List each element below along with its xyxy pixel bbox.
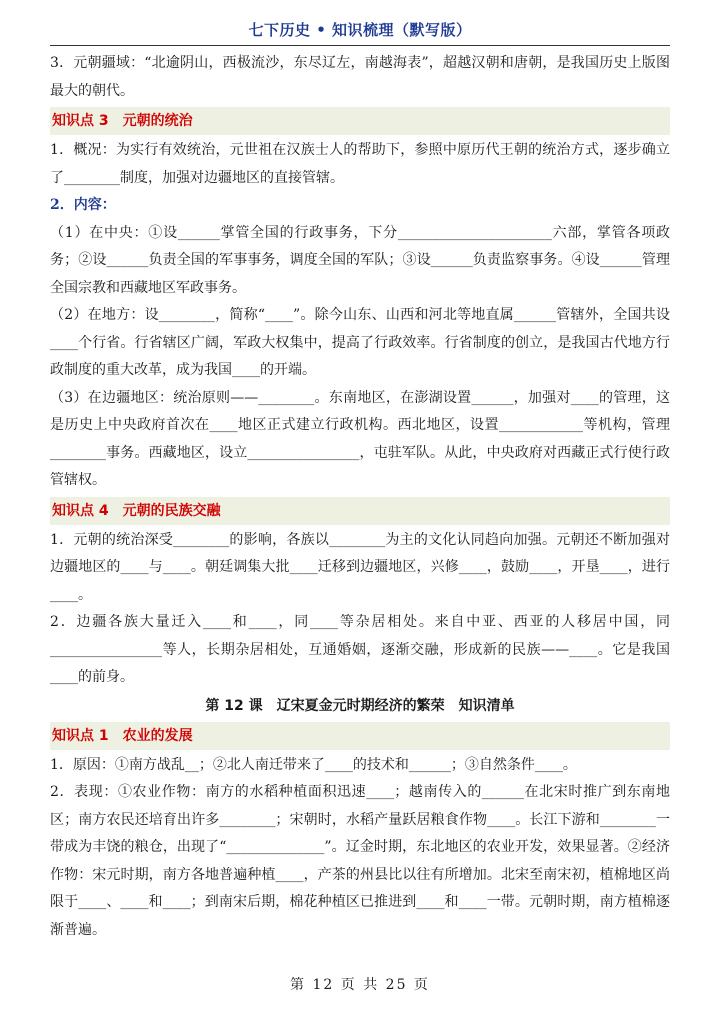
page-content — [50, 50, 670, 944]
section-heading-1: 知识点 1 农业的发展 — [50, 722, 670, 750]
ethnic-paragraph-2: 2．边疆各族大量迁入____和____，同____等杂居相处。来自中亚、西亚的人移居中国，同________________等人，长期杂居相处，互通婚姻，逐渐交融，形成新的民族——____。它是我国____的前身。 — [50, 614, 670, 685]
content-heading: 2．内容： — [50, 197, 116, 213]
ethnic-paragraph-1: 1．元朝的统治深受________的影响，各族以________为主的文化认同趋向加强。元朝还不断加强对边疆地区的____与____。朝廷调集大批____迁移到边疆地区，兴修____，鼓励____，开垦____，进行____。 — [50, 531, 670, 603]
section-heading-3: 知识点 3 元朝的统治 — [50, 107, 670, 135]
section-heading-4: 知识点 4 元朝的民族交融 — [50, 497, 670, 525]
header-title: 七下历史 • 知识梳理（默写版） — [248, 21, 472, 39]
local-paragraph: （2）在地方：设________，简称“____”。除今山东、山西和河北等地直属______管辖外，全国共设____个行省。行省辖区广阔，军政大权集中，提高了行政效率。行省制度的创立，是我国古代地方行政制度的重大改革，成为我国____的开端。 — [50, 307, 670, 378]
frontier-paragraph: （3）在边疆地区：统治原则——________。东南地区，在澎湖设置______，加强对____的管理，这是历史上中央政府首次在____地区正式建立行政机构。西北地区，设置____________等机构，管理________事务。西藏地区，设立________________，屯驻军队。从此，中央政府对西藏正式行使行政管辖权。 — [50, 389, 670, 488]
lesson-title: 第 12 课 辽宋夏金元时期经济的繁荣 知识清单 — [205, 697, 515, 714]
agri-performance-paragraph: 2．表现：①农业作物：南方的水稻种植面积迅速____；越南传入的______在北宋时推广到东南地区；南方农民还培育出许多________；宋朝时，水稻产量跃居粮食作物____。长江下游和________一带成为丰饶的粮仓，出现了“______________”。辽金时期，东北地区的农业开发，效果显著。②经济作物：宋元时期，南方各地普遍种植____，产茶的州县比以往有所增加。北宋至南宋初，植棉地区尚限于____、____和____；到南宋后期，棉花种植区已推进到____和____一带。元朝时期，南方植棉逐渐普遍。 — [50, 784, 670, 938]
agri-reason-paragraph: 1．原因：①南方战乱__；②北人南迁带来了____的技术和______；③自然条件____。 — [50, 756, 577, 773]
central-paragraph: （1）在中央：①设______掌管全国的行政事务，下分______________________六部，掌管各项政务；②设______负责全国的军事事务，调度全国的军队；③设______负责监察事务。④设______管理全国宗教和西藏地区军政事务。 — [50, 224, 670, 296]
header-rule — [50, 45, 670, 46]
overview-paragraph: 1．概况：为实行有效统治，元世祖在汉族士人的帮助下，参照中原历代王朝的统治方式，逐步确立了________制度，加强对边疆地区的直接管辖。 — [50, 142, 670, 186]
territory-paragraph: 3．元朝疆域：“北逾阴山，西极流沙，东尽辽左，南越海表”，超越汉朝和唐朝，是我国历史上版图最大的朝代。 — [50, 55, 670, 99]
page-number: 第 12 页 共 25 页 — [290, 977, 430, 993]
